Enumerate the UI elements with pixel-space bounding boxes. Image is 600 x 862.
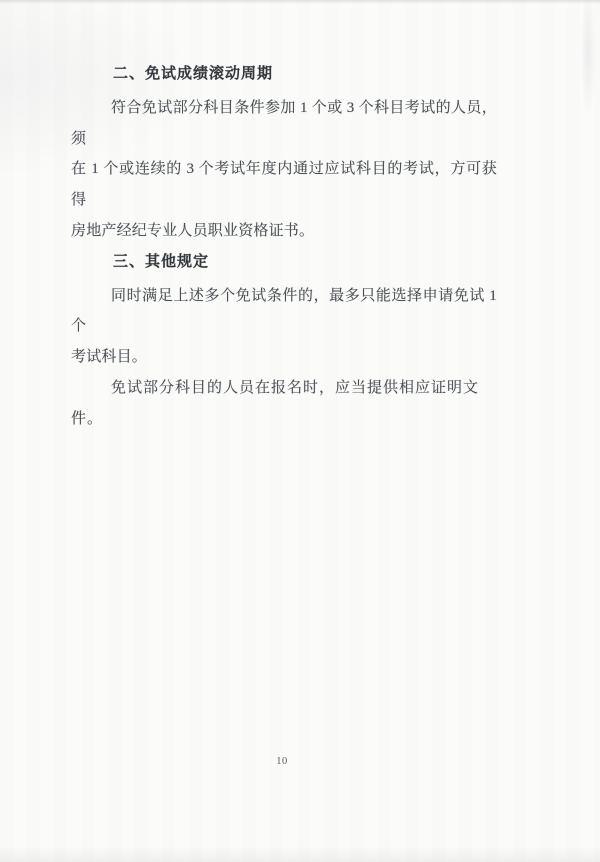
body-line: 免试部分科目的人员在报名时，应当提供相应证明文件。 <box>71 379 480 427</box>
section-heading-3: 三、其他规定 <box>113 253 210 270</box>
body-line: 在 1 个或连续的 3 个考试年度内通过应试科目的考试，方可获得 <box>71 161 497 209</box>
section-heading-2: 二、免试成绩滚动周期 <box>113 66 274 82</box>
body-line: 同时满足上述多个免试条件的，最多只能选择申请免试 1 个 <box>71 287 497 335</box>
page-number: 10 <box>276 756 288 767</box>
body-line: 考试科目。 <box>71 349 148 366</box>
body-line: 房地产经纪专业人员职业资格证书。 <box>71 222 315 239</box>
document-body <box>71 59 497 435</box>
body-line: 符合免试部分科目条件参加 1 个或 3 个科目考试的人员，须 <box>71 99 497 147</box>
